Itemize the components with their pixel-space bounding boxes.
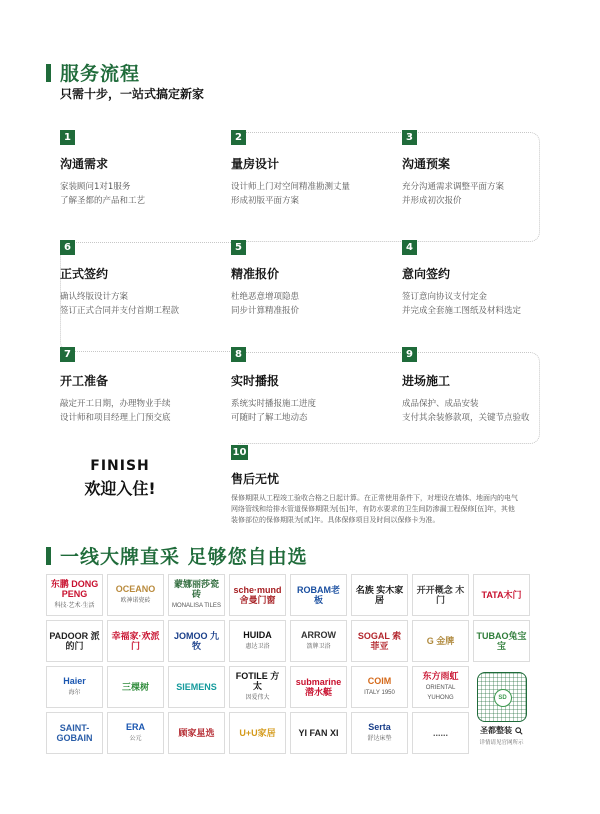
brand-name: SAINT-GOBAIN [56, 723, 93, 743]
step-number: 2 [231, 130, 246, 145]
brand-name: 幸福家·欢派门 [111, 631, 160, 651]
brand-logo [290, 620, 347, 662]
section-subtitle: 只需十步，一站式搞定新家 [60, 87, 205, 101]
step-name: 售后无忧 [231, 472, 280, 486]
brand-name: 蒙娜丽莎瓷砖 [173, 579, 219, 599]
step-desc: 确认终版设计方案 签订正式合同并支付首期工程款 [60, 292, 180, 316]
step-desc: 保修期限从工程竣工验收合格之日起计算。在正常使用条件下，对埋设在墙体、地面内的电气网络管线和给排水管道保修期限为[伍]年，有防水要求的卫生间防渗漏工程保修[伍]年，其他装修部位的保修期限为[贰]年。具体保修项目及时间以保修卡为准。 [231, 494, 518, 524]
step-name: 开工准备 [60, 374, 109, 388]
step-3 [402, 125, 572, 208]
brand-logo [168, 712, 225, 754]
brand-name: U+U家居 [239, 728, 276, 738]
brand-logo [290, 712, 347, 754]
step-desc: 设计师上门对空间精准勘测丈量 形成初版平面方案 [231, 182, 351, 206]
brand-subtitle: ITALY 1950 [364, 690, 395, 696]
brand-subtitle: 公元 [129, 736, 142, 742]
brand-name: 顾家星选 [178, 728, 215, 738]
brand-name: TUBAO兔宝宝 [476, 631, 527, 651]
step-name: 沟通预案 [402, 157, 451, 171]
step-9 [402, 342, 572, 425]
qr-center-logo: SD [494, 689, 512, 707]
step-number: 5 [231, 240, 246, 255]
brand-logo [351, 712, 408, 754]
brand-name: FOTILE 方太 [235, 671, 280, 691]
step-number: 3 [402, 130, 417, 145]
brand-logo [46, 666, 103, 708]
brand-name: SOGAL 索菲亚 [357, 631, 402, 651]
brand-subtitle: 惠达卫浴 [245, 644, 270, 650]
brand-name: 东方雨虹 [422, 671, 459, 681]
step-10 [231, 440, 531, 526]
search-icon [515, 727, 523, 735]
brand-name: submarine 潜水艇 [295, 677, 342, 697]
brand-name: ERA [125, 722, 145, 732]
brand-logo [46, 574, 103, 616]
step-number: 9 [402, 347, 417, 362]
step-desc: 系统实时播报施工进度 可随时了解工地动态 [231, 399, 317, 423]
brand-name: ROBAM老板 [297, 585, 340, 605]
step-desc: 成品保护、成品安装 支付其余装修款项，关键节点验收 [402, 399, 530, 423]
qr-label-text: 圣都整装 [480, 726, 512, 735]
brand-logo [290, 574, 347, 616]
brand-logo [351, 574, 408, 616]
finish-block [70, 458, 170, 499]
brand-logo [473, 620, 530, 662]
brand-subtitle: 科技·艺术·生活 [54, 603, 95, 609]
step-5 [231, 235, 401, 318]
step-8 [231, 342, 401, 425]
brand-logo [107, 574, 164, 616]
step-number: 7 [60, 347, 75, 362]
brand-name: 名族 实木家居 [355, 585, 404, 605]
step-number: 10 [232, 447, 247, 458]
title-accent-bar [46, 547, 51, 565]
step-2 [231, 125, 401, 208]
step-name: 意向签约 [402, 267, 451, 281]
title-accent-bar [46, 64, 51, 82]
step-number: 6 [60, 240, 75, 255]
step-1 [60, 125, 230, 208]
brand-subtitle: 箭牌卫浴 [306, 644, 331, 650]
welcome-label: 欢迎入住! [84, 479, 156, 498]
brand-logo [412, 574, 469, 616]
brand-logo [229, 620, 286, 662]
section-title-brands [46, 542, 308, 569]
step-4 [402, 235, 572, 318]
step-number: 4 [402, 240, 417, 255]
step-name: 沟通需求 [60, 157, 109, 171]
brand-subtitle: ORIENTAL YUHONG [425, 685, 456, 701]
step-desc: 敲定开工日期，办理物业手续 设计师和项目经理上门预交底 [60, 399, 171, 423]
brand-name: SIEMENS [176, 682, 217, 692]
brand-logo [107, 712, 164, 754]
step-name: 量房设计 [231, 157, 280, 171]
step-number: 1 [60, 130, 75, 145]
brand-name: Haier [63, 676, 86, 686]
brand-logo [229, 574, 286, 616]
section-title-text: 一线大牌直采 足够您自由选 [60, 546, 308, 568]
step-desc: 充分沟通需求调整平面方案 并形成初次报价 [402, 182, 505, 206]
brand-logo [107, 620, 164, 662]
brand-logo [229, 712, 286, 754]
brand-logo [168, 620, 225, 662]
step-name: 正式签约 [60, 267, 109, 281]
brand-subtitle: 舒达床垫 [367, 736, 392, 742]
qr-caption: 详情请见官网所示 [479, 740, 524, 746]
step-name: 精准报价 [231, 267, 280, 281]
brand-name: ARROW [301, 630, 336, 640]
brand-subtitle: 欧神诺瓷砖 [120, 598, 151, 604]
brand-logo [229, 666, 286, 708]
brand-subtitle: 海尔 [68, 690, 81, 696]
section-title-text: 服务流程 [60, 63, 141, 85]
brand-logo [168, 666, 225, 708]
brand-name: TATA木门 [481, 590, 522, 600]
brand-name: 三棵树 [121, 682, 149, 692]
finish-label: FINISH [90, 458, 150, 474]
brand-logo [351, 666, 408, 708]
brand-logo [351, 620, 408, 662]
brand-name: 开开概念 木门 [416, 585, 465, 605]
step-7 [60, 342, 230, 425]
qr-code-block[interactable] [473, 666, 530, 754]
qr-label [480, 726, 523, 736]
brand-subtitle: MONALISA TILES [172, 603, 221, 609]
brand-logo [412, 666, 469, 708]
step-desc: 家装顾问1对1服务 了解圣都的产品和工艺 [60, 182, 146, 206]
brand-logo [46, 712, 103, 754]
section-title-service [46, 59, 140, 86]
brand-name: HUIDA [243, 630, 272, 640]
brand-name: ...... [432, 728, 448, 738]
brand-name: G 金牌 [426, 636, 455, 646]
brand-logo [46, 620, 103, 662]
brand-logo [473, 574, 530, 616]
brand-logo [290, 666, 347, 708]
brand-logo-grid [46, 574, 530, 754]
step-6 [60, 235, 230, 318]
brand-logo [412, 620, 469, 662]
step-number: 8 [231, 347, 246, 362]
brand-logo [168, 574, 225, 616]
brand-name: YI FAN XI [298, 728, 339, 738]
brand-name: Serta [368, 722, 391, 732]
brand-name: JOMOO 九牧 [173, 631, 219, 651]
step-name: 进场施工 [402, 374, 451, 388]
brand-logo [412, 712, 469, 754]
step-desc: 杜绝恶意增项隐患 同步计算精准报价 [231, 292, 300, 316]
brand-subtitle: 因爱伟大 [245, 695, 270, 701]
brand-name: OCEANO [115, 584, 156, 594]
brand-name: sche·mund 舍曼门窗 [233, 585, 282, 605]
brand-name: PADOOR 派的门 [49, 631, 100, 651]
brand-name: 东鹏 DONG PENG [50, 579, 99, 599]
brand-name: COIM [367, 676, 392, 686]
brand-logo [107, 666, 164, 708]
step-name: 实时播报 [231, 374, 280, 388]
step-desc: 签订意向协议支付定金 并完成全套施工图纸及材料选定 [402, 292, 522, 316]
qr-code[interactable] [477, 672, 527, 722]
